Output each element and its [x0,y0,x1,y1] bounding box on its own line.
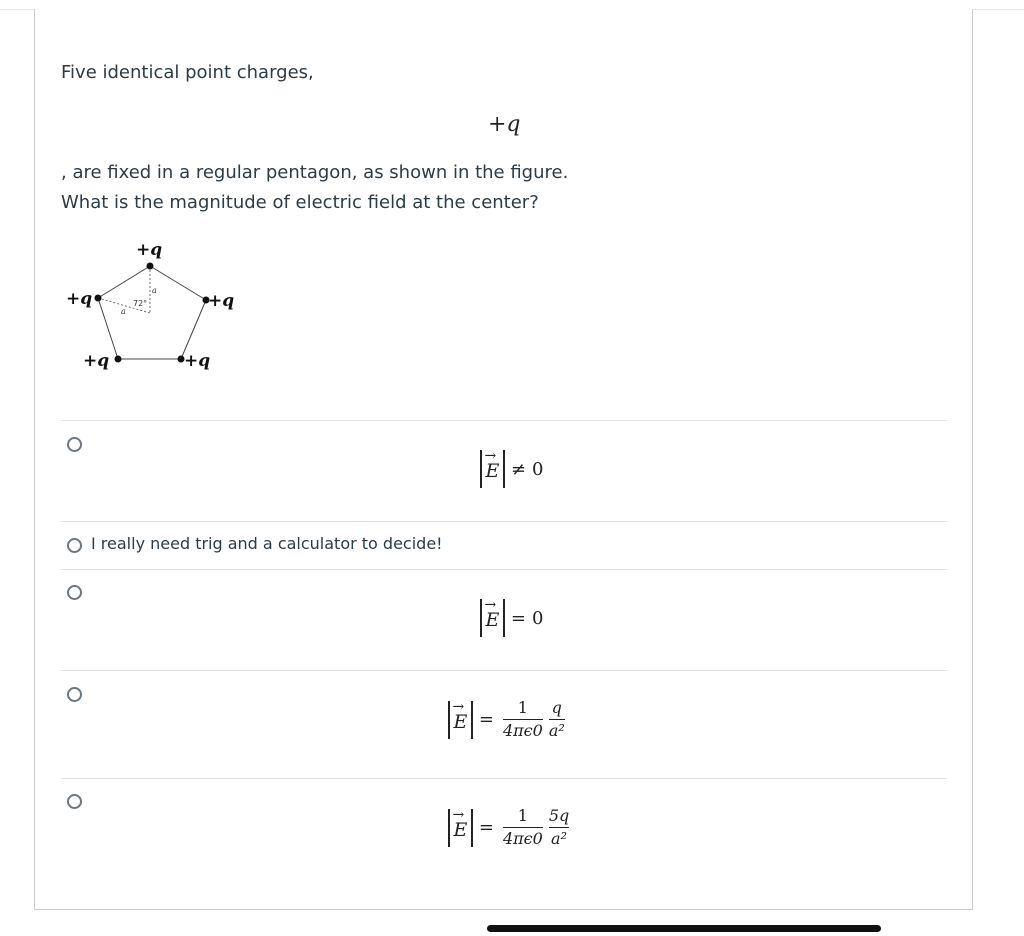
angle-label: 72° [133,299,148,308]
relation-symbol: = [478,709,494,730]
fraction-charge: $\frac{q}{\text{a²}}$ [548,698,565,740]
fraction-coefficient: $\frac{1}{4\pi\epsilon 0}$ [502,698,543,740]
answer-divider-4 [61,778,947,779]
vector-e: E [485,609,500,631]
question-line-3: What is the magnitude of electric field at the center? [61,192,539,213]
charge-label-left: +q [66,289,93,309]
answer-radio-4[interactable] [67,687,82,702]
question-line-1: Five identical point charges, [61,62,314,83]
answer-radio-1[interactable] [67,437,82,452]
vector-e: E [485,460,500,482]
relation-symbol: = [478,817,494,838]
relation-symbol: = [510,607,526,629]
home-indicator[interactable] [487,925,881,932]
charge-label-right: +q [208,291,235,311]
charge-label-bottom-left: +q [83,351,110,371]
charge-symbol: +q [488,112,521,137]
answer-formula-5: → E = $\frac{1}{4\pi\epsilon 0}$ $\frac{5q}{\text{a²}}$ [448,806,572,849]
fraction-coefficient: $\frac{1}{4\pi\epsilon 0}$ [502,806,543,848]
answer-radio-2[interactable] [67,538,82,553]
answer-formula-3: → E = 0 [480,599,543,637]
answer-formula-1: → E ≠ 0 [480,450,543,488]
answers-divider [61,420,947,421]
answer-radio-5[interactable] [67,794,82,809]
rhs-value: 0 [531,458,544,480]
charge-label-top: +q [136,240,163,260]
side-label-a-horizontal: a [121,307,126,316]
answer-text-2: I really need trig and a calculator to decide! [91,534,443,553]
vector-e: E [453,818,468,841]
fraction-charge: $\frac{5q}{\text{a²}}$ [548,806,570,848]
answer-radio-3[interactable] [67,585,82,600]
side-label-a-vertical: a [152,286,157,295]
answer-divider-2 [61,569,947,570]
vector-e: E [453,710,468,733]
question-line-2: , are fixed in a regular pentagon, as shown in the figure. [61,162,569,183]
answer-formula-4: → E = $\frac{1}{4\pi\epsilon 0}$ $\frac{q}{\text{a²}}$ [448,698,568,741]
answer-divider-3 [61,670,947,671]
relation-symbol: ≠ [510,458,526,480]
pentagon-figure [60,233,250,378]
answer-divider-1 [61,521,947,522]
charge-label-bottom-right: +q [184,351,211,371]
rhs-value: 0 [531,607,544,629]
